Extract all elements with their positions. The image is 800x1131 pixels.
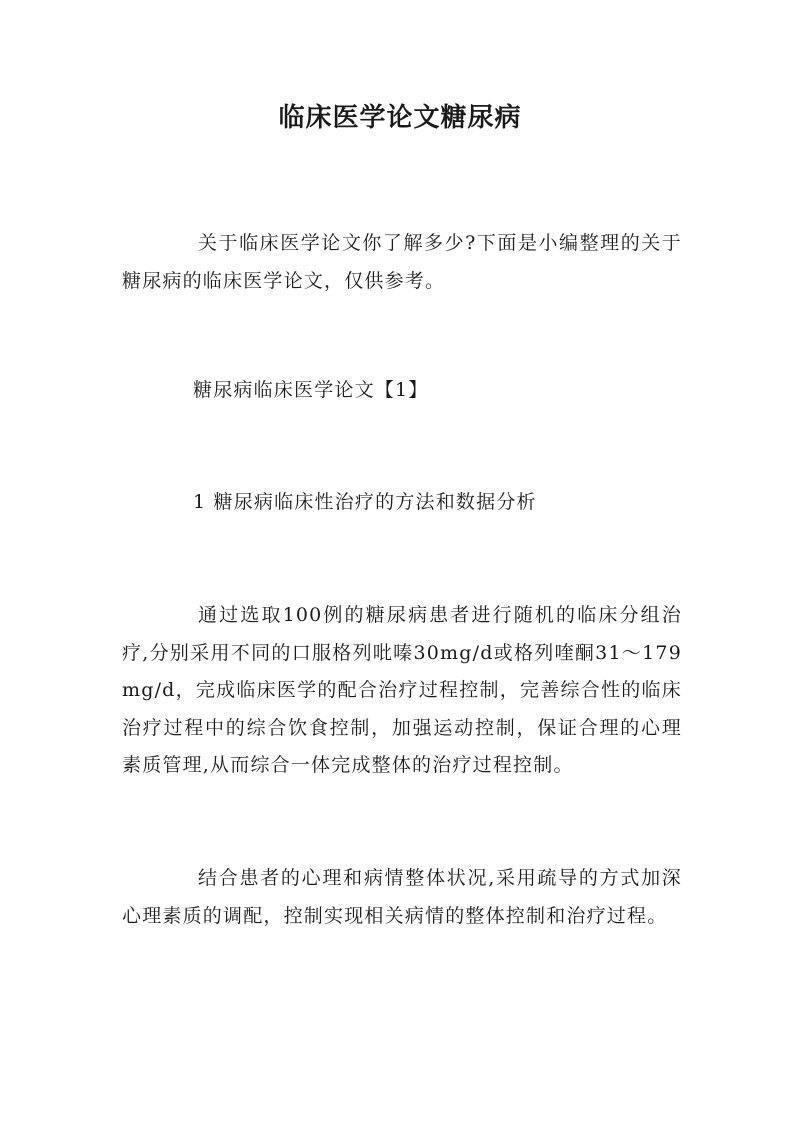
section-heading: 糖尿病临床医学论文【1】	[193, 379, 429, 401]
body-paragraph-2: 结合患者的心理和病情整体状况,采用疏导的方式加深心理素质的调配，控制实现相关病情的整体控制和治疗过程。	[122, 867, 682, 927]
body-paragraph-1: 通过选取100例的糖尿病患者进行随机的临床分组治疗,分别采用不同的口服格列吡嗪30mg/d或格列喹酮31～179mg/d，完成临床医学的配合治疗过程控制，完善综合性的临床治疗过程中的综合饮食控制，加强运动控制，保证合理的心理素质管理,从而综合一体完成整体的治疗过程控制。	[122, 604, 682, 776]
intro-paragraph: 关于临床医学论文你了解多少?下面是小编整理的关于糖尿病的临床医学论文，仅供参考。	[122, 232, 682, 292]
document-title: 临床医学论文糖尿病	[278, 103, 522, 133]
subsection-heading: 1 糖尿病临床性治疗的方法和数据分析	[193, 491, 537, 513]
